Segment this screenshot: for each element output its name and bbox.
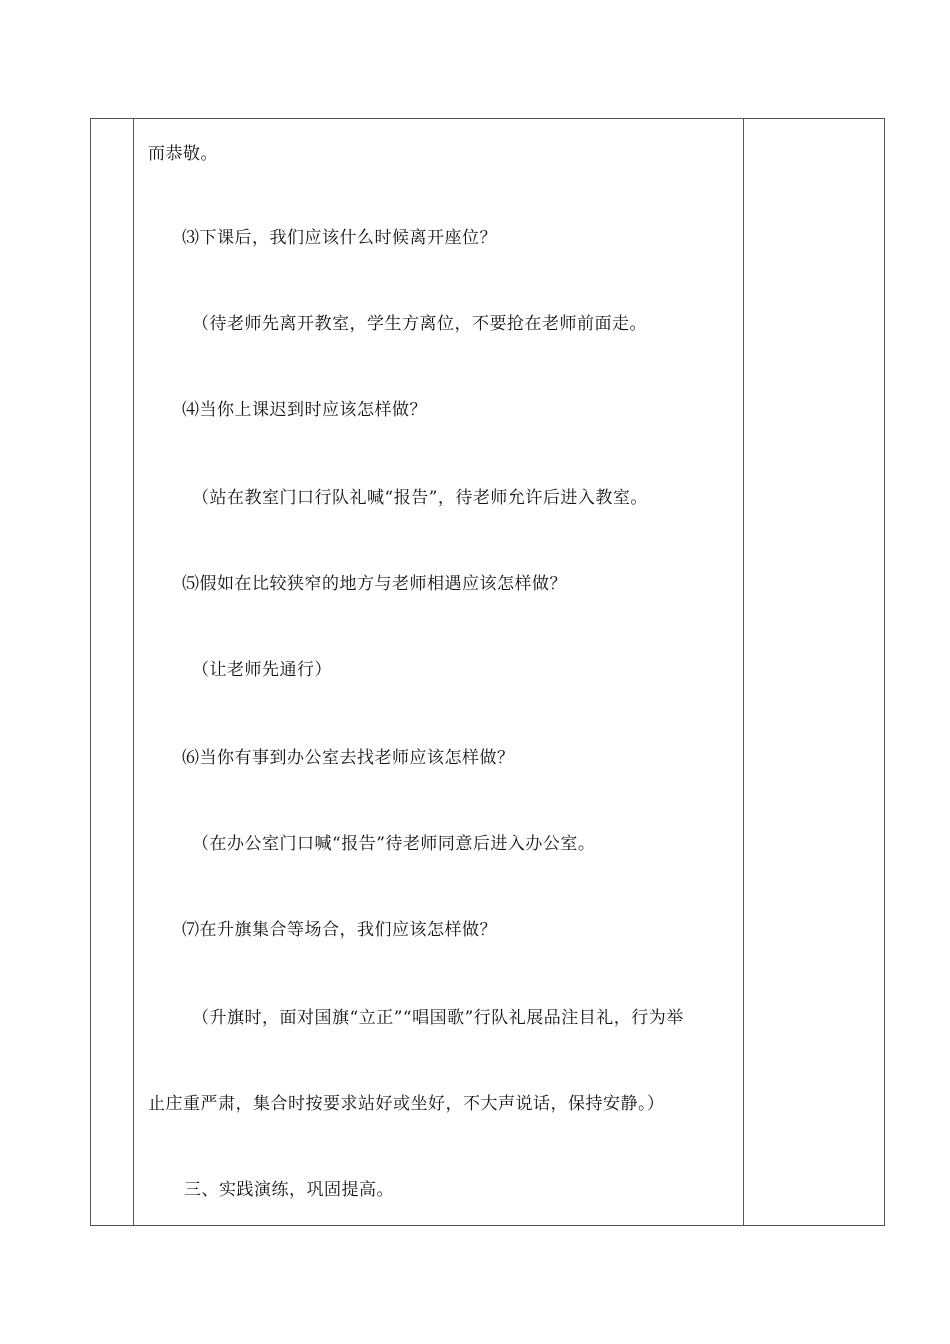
answer-7-part-1: （升旗时，面对国旗“立正”“唱国歌”行队礼展品注目礼，行为举 — [192, 1008, 684, 1028]
text-line-1: 而恭敬。 — [148, 144, 218, 164]
table-right-column — [744, 119, 884, 1225]
question-6: ⑹当你有事到办公室去找老师应该怎样做？ — [182, 748, 515, 768]
answer-3: （待老师先离开教室，学生方离位，不要抢在老师前面走。 — [192, 314, 647, 334]
answer-5: （让老师先通行） — [192, 660, 332, 680]
question-5: ⑸假如在比较狭窄的地方与老师相遇应该怎样做？ — [182, 574, 567, 594]
section-3-heading: 三、实践演练，巩固提高。 — [184, 1180, 394, 1200]
answer-7-part-2: 止庄重严肃，集合时按要求站好或坐好，不大声说话，保持安静。） — [148, 1094, 665, 1114]
answer-6: （在办公室门口喊“报告”待老师同意后进入办公室。 — [192, 834, 596, 854]
question-3: ⑶下课后，我们应该什么时候离开座位？ — [182, 228, 497, 248]
lesson-table — [90, 118, 885, 1226]
question-7: ⑺在升旗集合等场合，我们应该怎样做？ — [182, 920, 497, 940]
table-content-column — [134, 119, 744, 1225]
table-left-column — [91, 119, 134, 1225]
question-4: ⑷当你上课迟到时应该怎样做？ — [182, 400, 427, 420]
answer-4: （站在教室门口行队礼喊“报告”，待老师允许后进入教室。 — [192, 488, 648, 508]
